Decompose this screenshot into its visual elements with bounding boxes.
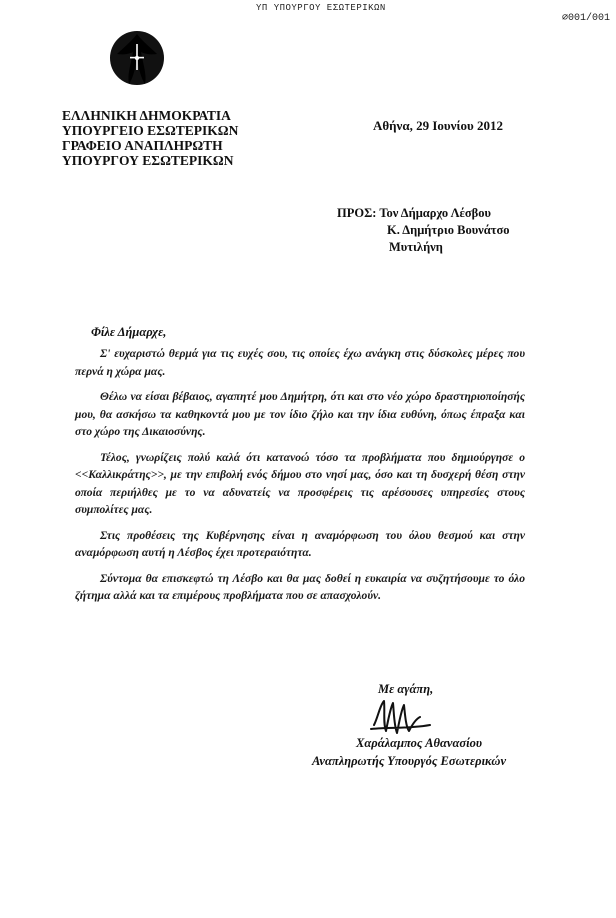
body-paragraph: Σ' ευχαριστώ θερμά για τις ευχές σου, τις οποίες έχω ανάγκη στις δύσκολες μέρες που περνά η χώρα μας. [75,347,525,378]
fax-page-marker: ∅001/001 [561,13,610,24]
recipient-block [337,205,510,256]
recipient-name: Κ. Δημήτριο Βουνάτσο [387,223,510,237]
letter-date: Αθήνα, 29 Ιουνίου 2012 [373,118,504,133]
org-line-deputy-minister: ΥΠΟΥΡΓΟΥ ΕΣΩΤΕΡΙΚΩΝ [62,153,234,168]
issuing-authority [62,108,238,168]
recipient-to-line: ΠΡΟΣ: Τον Δήμαρχο Λέσβου [337,206,491,220]
signer-name: Χαράλαμπος Αθανασίου [356,736,482,750]
salutation: Φίλε Δήμαρχε, [91,325,167,339]
closing: Με αγάπη, [378,682,434,696]
body-paragraph: Θέλω να είσαι βέβαιος, αγαπητέ μου Δημήτρη, ότι και στο νέο χώρο δραστηριοποίησής μου, θα ασκήσω τα καθηκοντά μου με τον ίδιο ζήλο και την ίδια ευθύνη, όπως έπραξα και στο χώρο της Δικαιοσύνης. [75,390,525,438]
handwritten-signature-icon [368,695,438,737]
org-line-office: ΓΡΑΦΕΙΟ ΑΝΑΠΛΗΡΩΤΗ [62,138,223,153]
body-paragraph: Σύντομα θα επισκεφτώ τη Λέσβο και θα μας δοθεί η ευκαιρία να συζητήσουμε το όλο ζήτημα αλλά και τα επιμέρους προβλήματα που σε απασχολούν. [75,571,525,602]
body-paragraph: Στις προθέσεις της Κυβέρνησης είναι η αναμόρφωση του όλου θεσμού και στην αναμόρφωση αυτή η Λέσβος έχει προτεραιότητα. [75,528,525,559]
letter-body [75,345,525,613]
fax-header: ΥΠ ΥΠΟΥΡΓΟΥ ΕΣΩΤΕΡΙΚΩΝ [256,3,386,13]
body-paragraph: Τέλος, γνωρίζεις πολύ καλά ότι κατανοώ τόσο τα προβλήματα που δημιούργησε ο <<Καλλικράτης>>, με την επιβολή ενός δήμου στο νησί μας, όσο και τη δυσχερή θέση στην οποία περιήλθες με το να αδυνατείς να προσφέρεις τις αρέσουσες υπηρεσίες στους συμπολίτες μας. [75,450,525,516]
org-line-republic: ΕΛΛΗΝΙΚΗ ΔΗΜΟΚΡΑΤΙΑ [62,108,231,123]
recipient-place: Μυτιλήνη [389,240,443,254]
signer-title: Αναπληρωτής Υπουργός Εσωτερικών [312,754,507,768]
org-line-ministry: ΥΠΟΥΡΓΕΙΟ ΕΣΩΤΕΡΙΚΩΝ [62,123,239,138]
greek-republic-emblem-icon [107,28,167,88]
